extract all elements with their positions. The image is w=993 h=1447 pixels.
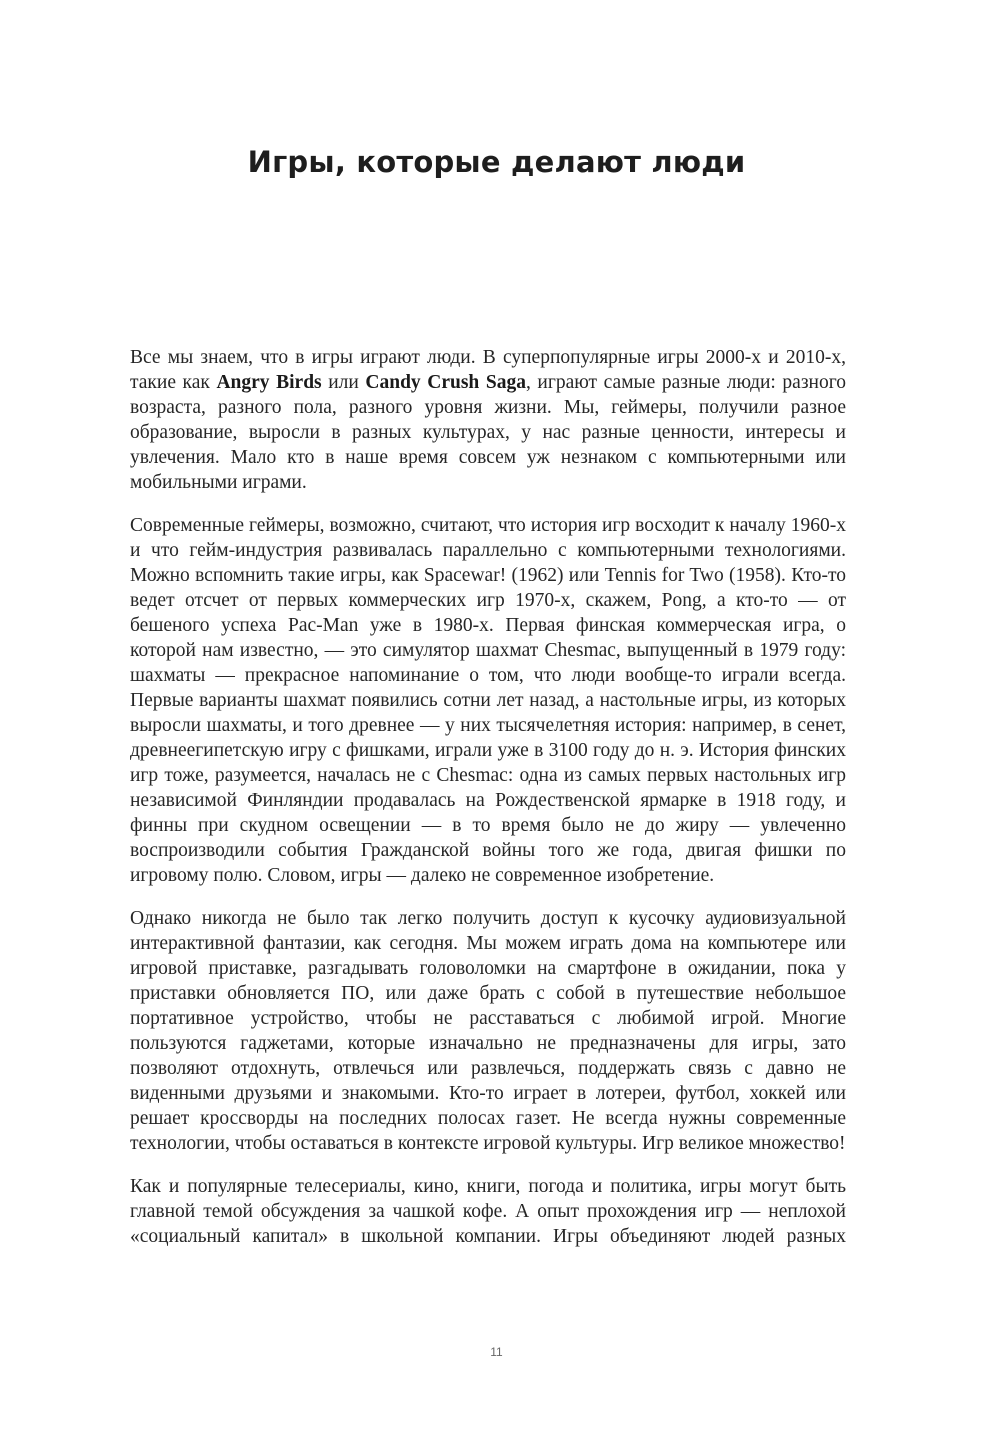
- paragraph-1-part-3: , играют самые разные люди: разного возраста, разного пола, разного уровня жизни. Мы, геймеры, получили разное образование, выросли в разных культурах, у нас разные ценности, интересы и увлечения. Мало кто в наше время совсем уж незнаком с компьютерными или мобильными играми.: [130, 372, 846, 493]
- game-name-angry-birds: Angry Birds: [216, 372, 322, 393]
- paragraph-2: Современные геймеры, возможно, считают, что история игр восходит к началу 1960-х и что гейм-индустрия развивалась параллельно с компьютерными технологиями. Можно вспомнить такие игры, как Spacewar! (1962) или Tennis for Two (1958). Кто-то ведет отсчет от первых коммерческих игр 1970-х, скажем, Pong, а кто-то — от бешеного успеха Pac-Man уже в 1980-х. Первая финская коммерческая игра, о которой нам известно, — это симулятор шахмат Chesmac, выпущенный в 1979 году: шахматы — прекрасное напоминание о том, что люди вообще-то играли всегда. Первые варианты шахмат появились сотни лет назад, а настольные игры, из которых выросли шахматы, и того древнее — у них тысячелетняя история: например, в сенет, древнеегипетскую игру с фишками, играли уже в 3100 году до н. э. История финских игр тоже, разумеется, началась не с Chesmac: одна из самых первых настольных игр независимой Финляндии продавалась на Рождественской ярмарке в 1918 году, и финны при скудном освещении — в то время было не до жиру — увлеченно воспроизводили события Гражданской войны того же года, двигая фишки по игровому полю. Словом, игры — далеко не современное изобретение.: [130, 515, 846, 886]
- page-number: 11: [490, 1345, 503, 1359]
- paragraph-1: [130, 345, 846, 495]
- paragraph-4: Как и популярные телесериалы, кино, книги, погода и политика, игры могут быть главной темой обсуждения за чашкой кофе. А опыт прохождения игр — неплохой «социальный капитал» в школьной компании. Игры объединяют людей разных: [130, 1176, 846, 1247]
- game-name-candy-crush-saga: Candy Crush Saga: [365, 372, 526, 393]
- chapter-title: Игры, которые делают люди: [247, 145, 746, 179]
- paragraph-1-part-2: или: [321, 372, 366, 393]
- body-text: [130, 345, 846, 1267]
- paragraph-1-part-1: Все мы знаем, что в игры играют люди. В суперпопулярные игры 2000-х и 2010-х, такие как: [130, 347, 846, 393]
- paragraph-3: Однако никогда не было так легко получить доступ к кусочку аудиовизуальной интерактивной фантазии, как сегодня. Мы можем играть дома на компьютере или игровой приставке, разгадывать головоломки на смартфоне в ожидании, пока у приставки обновляется ПО, или даже брать с собой в путешествие небольшое портативное устройство, чтобы не расставаться с любимой игрой. Многие пользуются гаджетами, которые изначально не предназначены для игры, зато позволяют отдохнуть, отвлечься или развлечься, поддержать связь с давно не виденными друзьями и знакомыми. Кто-то играет в лотереи, футбол, хоккей или решает кроссворды на последних полосах газет. Не всегда нужны современные технологии, чтобы оставаться в контексте игровой культуры. Игр великое множество!: [130, 908, 846, 1154]
